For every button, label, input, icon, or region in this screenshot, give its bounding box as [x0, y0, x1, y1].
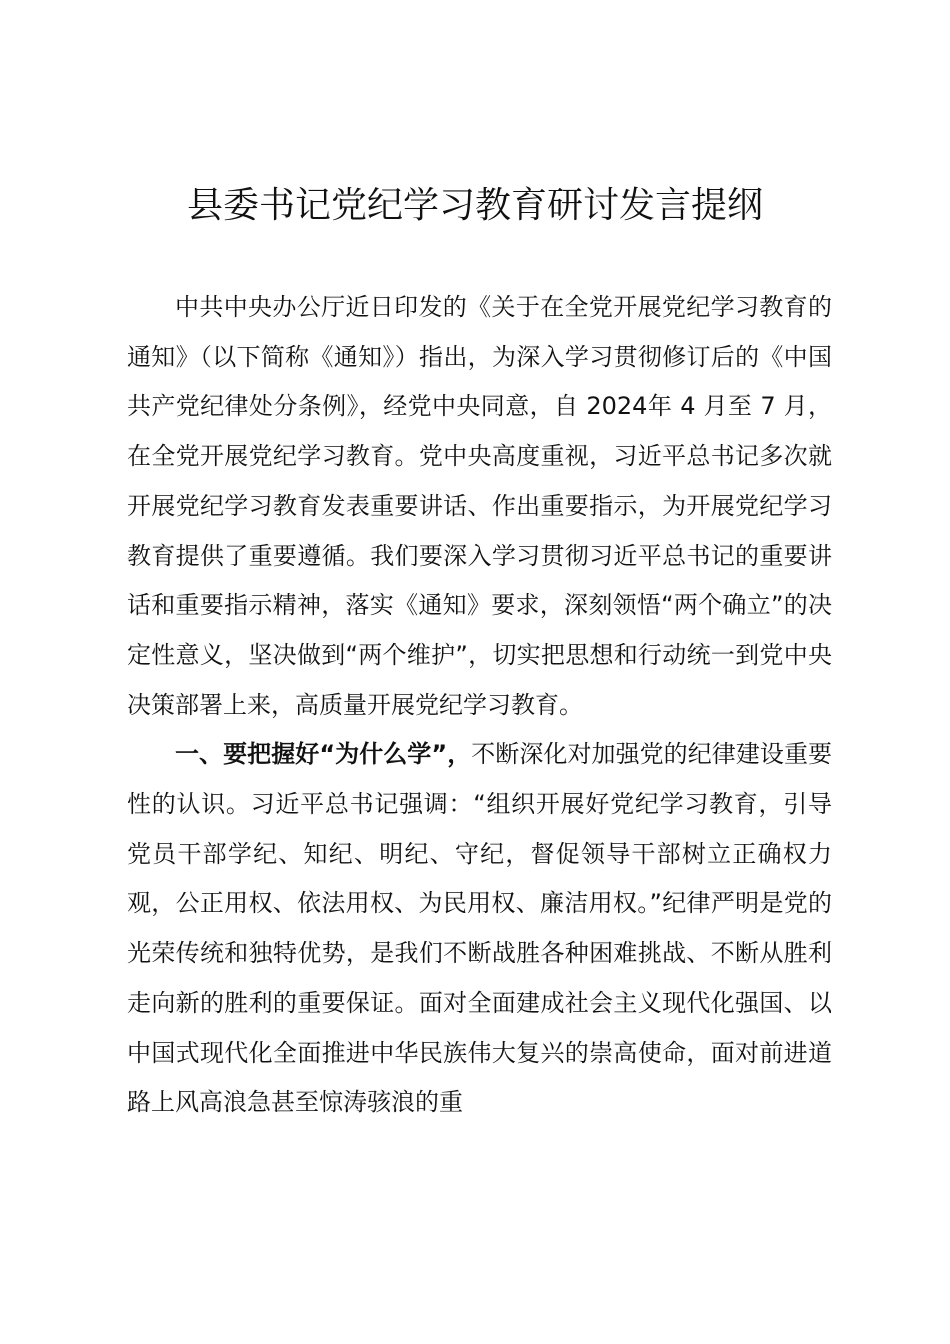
section-heading: 一、要把握好“为什么学”， [175, 740, 472, 769]
paragraph-text: 中共中央办公厅近日印发的《关于在全党开展党纪学习教育的通知》（以下简称《通知》）指出，为深入学习贯彻修订后的《中国共产党纪律处分条例》，经党中央同意，自 2024年 4 月至 7 月，在全党开展党纪学习教育。党中央高度重视，习近平总书记多次就开展党纪学习教育发表重要讲话、作出重要指示，为开展党纪学习教育提供了重要遵循。我们要深入学习贯彻习近平总书记的重要讲话和重要指示精神，落实《通知》要求，深刻领悟“两个确立”的决定性意义，坚决做到“两个维护”，切实把思想和行动统一到党中央决策部署上来，高质量开展党纪学习教育。 [127, 293, 832, 719]
document-body [127, 283, 832, 1128]
paragraph-text: 不断深化对加强党的纪律建设重要性的认识。习近平总书记强调：“组织开展好党纪学习教育，引导党员干部学纪、知纪、明纪、守纪，督促领导干部树立正确权力观，公正用权、依法用权、为民用权、廉洁用权。”纪律严明是党的光荣传统和独特优势，是我们不断战胜各种困难挑战、不断从胜利走向新的胜利的重要保证。面对全面建成社会主义现代化强国、以中国式现代化全面推进中华民族伟大复兴的崇高使命，面对前进道路上风高浪急甚至惊涛骇浪的重 [127, 740, 833, 1117]
paragraph-section-one [127, 730, 832, 1128]
document-title: 县委书记党纪学习教育研讨发言提纲 [186, 185, 763, 226]
paragraph-intro [127, 283, 832, 730]
